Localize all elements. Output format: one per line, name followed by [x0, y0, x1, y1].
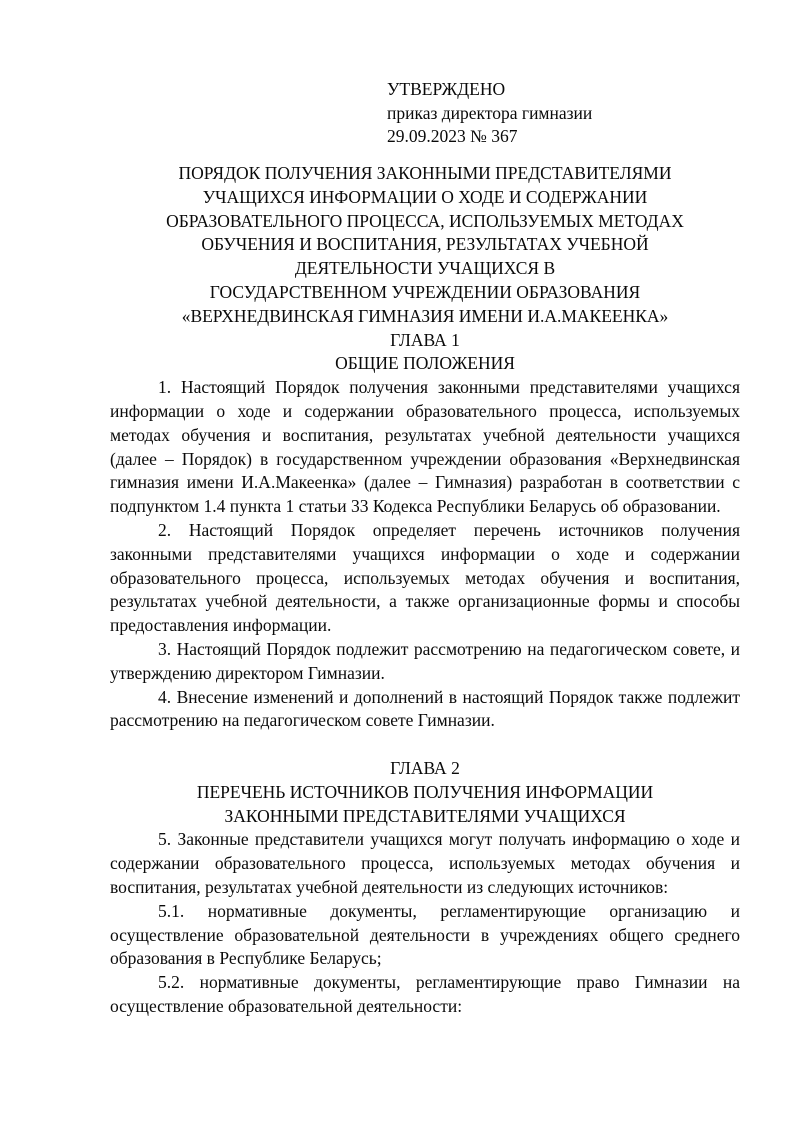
title-line-2: УЧАЩИХСЯ ИНФОРМАЦИИ О ХОДЕ И СОДЕРЖАНИИ	[202, 186, 648, 207]
title-line-6: ГОСУДАРСТВЕННОМ УЧРЕЖДЕНИИ ОБРАЗОВАНИЯ	[209, 281, 641, 302]
chapter-2-title-line-1: ПЕРЕЧЕНЬ ИСТОЧНИКОВ ПОЛУЧЕНИЯ ИНФОРМАЦИИ	[196, 781, 654, 802]
document-content	[110, 0, 740, 1019]
approval-order-source: приказ директора гимназии	[387, 102, 593, 123]
approval-order-number: 29.09.2023 № 367	[387, 126, 518, 146]
chapter-1-title: ОБЩИЕ ПОЛОЖЕНИЯ	[335, 353, 515, 374]
approval-heading: УТВЕРЖДЕНО	[387, 79, 506, 99]
title-line-7: «ВЕРХНЕДВИНСКАЯ ГИМНАЗИЯ ИМЕНИ И.А.МАКЕЕНКА»	[181, 305, 669, 326]
paragraph-4: 4. Внесение изменений и дополнений в настоящий Порядок также подлежит рассмотрению на педагогическом совете Гимназии.	[110, 686, 740, 731]
paragraph-5-1: 5.1. нормативные документы, регламентирующие организацию и осуществление образовательной деятельности в учреждениях общего среднего образования в Республике Беларусь;	[110, 900, 740, 969]
paragraph-5-2: 5.2. нормативные документы, регламентирующие право Гимназии на осуществление образовательной деятельности:	[110, 972, 740, 1016]
title-line-1: ПОРЯДОК ПОЛУЧЕНИЯ ЗАКОННЫМИ ПРЕДСТАВИТЕЛЯМИ	[178, 163, 672, 183]
paragraph-2: 2. Настоящий Порядок определяет перечень источников получения законными представителями учащихся информации о ходе и содержании образовательного процесса, используемых методах обучения и воспитания, результатах учебной деятельности, а также организационные формы и способы предоставления информации.	[110, 519, 740, 636]
chapter-1-number: ГЛАВА 1	[390, 329, 460, 350]
title-line-5: ДЕЯТЕЛЬНОСТИ УЧАЩИХСЯ В	[294, 258, 556, 279]
title-line-4: ОБУЧЕНИЯ И ВОСПИТАНИЯ, РЕЗУЛЬТАТАХ УЧЕБНОЙ	[201, 234, 649, 255]
paragraph-5: 5. Законные представители учащихся могут получать информацию о ходе и содержании образовательного процесса, используемых методах обучения и воспитания, результатах учебной деятельности из следующих источников:	[110, 829, 740, 897]
chapter-2-heading	[110, 757, 740, 828]
page-title	[110, 162, 740, 329]
paragraph-3: 3. Настоящий Порядок подлежит рассмотрению на педагогическом совете, и утверждению директором Гимназии.	[110, 638, 740, 683]
title-line-3: ОБРАЗОВАТЕЛЬНОГО ПРОЦЕССА, ИСПОЛЬЗУЕМЫХ МЕТОДАХ	[166, 210, 684, 231]
chapter-2-spacer	[110, 733, 740, 757]
chapter-2-number: ГЛАВА 2	[390, 757, 460, 778]
chapter-2-title-line-2: ЗАКОННЫМИ ПРЕДСТАВИТЕЛЯМИ УЧАЩИХСЯ	[224, 805, 626, 826]
chapter-1-heading	[110, 329, 740, 377]
paragraph-1: 1. Настоящий Порядок получения законными представителями учащихся информации о ходе и содержании образовательного процесса, используемых методах обучения и воспитания, результатах учебной деятельности учащихся (далее – Порядок) в государственном учреждении образования «Верхнедвинская гимназия имени И.А.Макеенка» (далее – Гимназия) разработан в соответствии с подпунктом 1.4 пункта 1 статьи 33 Кодекса Республики Беларусь об образовании.	[110, 377, 740, 517]
